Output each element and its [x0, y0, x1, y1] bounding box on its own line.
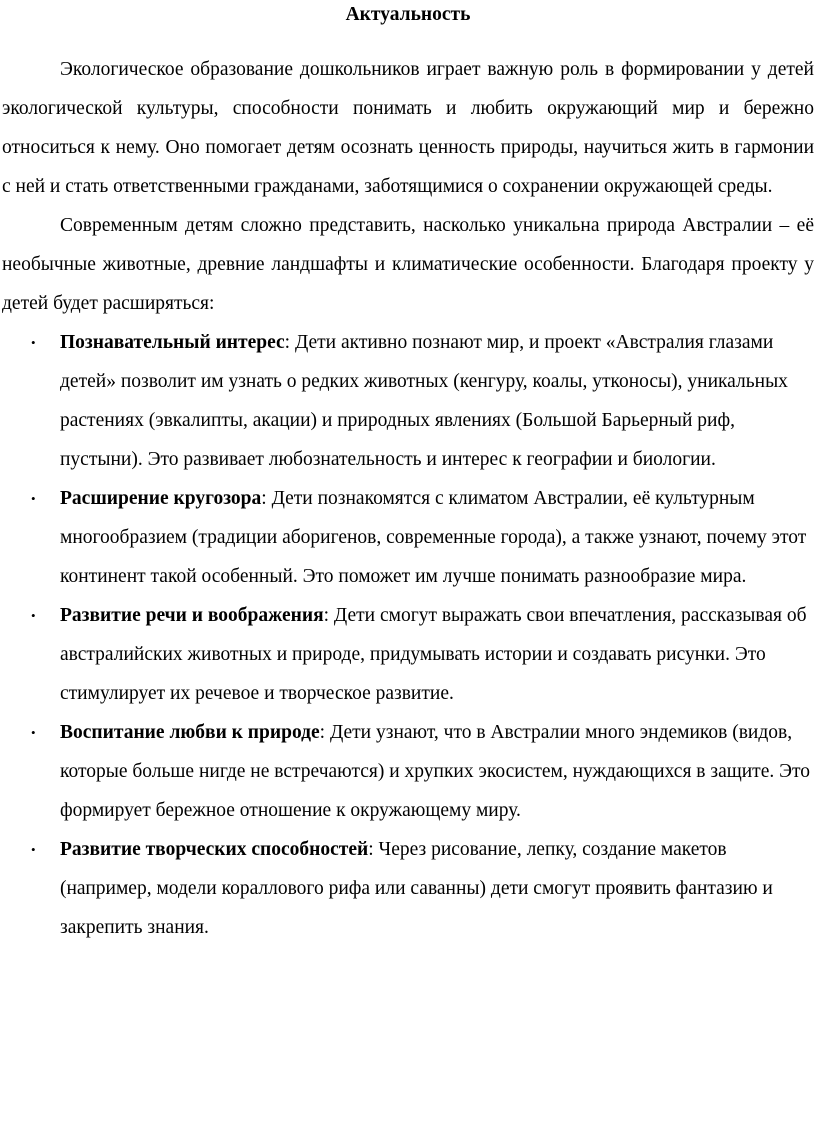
- list-item-text: : Дети познакомятся с климатом Австралии, её культурным многообразием (традиции аборигенов, современные города), а также узнают, почему этот континент такой особенный. Это поможет им лучше понимать разнообразие мира.: [60, 488, 807, 587]
- bullet-icon: •: [31, 725, 36, 740]
- list-item-text: : Через рисование, лепку, создание макетов (например, модели кораллового рифа или саванны) дети смогут проявить фантазию и закрепить знания.: [60, 839, 773, 938]
- bullet-icon: •: [31, 842, 36, 857]
- list-item-horizons: [2, 479, 814, 596]
- list-item-speech-imagination: [2, 596, 814, 713]
- list-item-term: Развитие творческих способностей: [60, 839, 369, 860]
- list-item-term: Воспитание любви к природе: [60, 722, 320, 743]
- paragraph-australia: Современным детям сложно представить, насколько уникальна природа Австралии – её необычные животные, древние ландшафты и климатические особенности. Благодаря проекту у детей будет расширяться:: [2, 215, 814, 314]
- bullet-icon: •: [31, 608, 36, 623]
- list-item-cognitive-interest: [2, 323, 814, 479]
- list-item-text: : Дети узнают, что в Австралии много эндемиков (видов, которые больше нигде не встречаются) и хрупких экосистем, нуждающихся в защите. Это формирует бережное отношение к окружающему миру.: [60, 722, 810, 821]
- benefits-list: [2, 323, 814, 947]
- list-item-term: Расширение кругозора: [60, 488, 262, 509]
- list-item-creativity: [2, 830, 814, 947]
- bullet-icon: •: [31, 491, 36, 506]
- list-item-text: : Дети активно познают мир, и проект «Австралия глазами детей» позволит им узнать о редких животных (кенгуру, коалы, утконосы), уникальных растениях (эвкалипты, акации) и природных явлениях (Большой Барьерный риф, пустыни). Это развивает любознательность и интерес к географии и биологии.: [60, 332, 788, 470]
- list-item-term: Развитие речи и воображения: [60, 605, 324, 626]
- paragraph-intro: Экологическое образование дошкольников играет важную роль в формировании у детей экологической культуры, способности понимать и любить окружающий мир и бережно относиться к нему. Оно помогает детям осознать ценность природы, научиться жить в гармонии с ней и стать ответственными гражданами, заботящимися о сохранении окружающей среды.: [2, 59, 814, 197]
- bullet-icon: •: [31, 335, 36, 350]
- list-item-love-of-nature: [2, 713, 814, 830]
- list-item-text: : Дети смогут выражать свои впечатления, рассказывая об австралийских животных и природе, придумывать истории и создавать рисунки. Это стимулирует их речевое и творческое развитие.: [60, 605, 807, 704]
- list-item-term: Познавательный интерес: [60, 332, 285, 353]
- document-title: Актуальность: [345, 4, 471, 25]
